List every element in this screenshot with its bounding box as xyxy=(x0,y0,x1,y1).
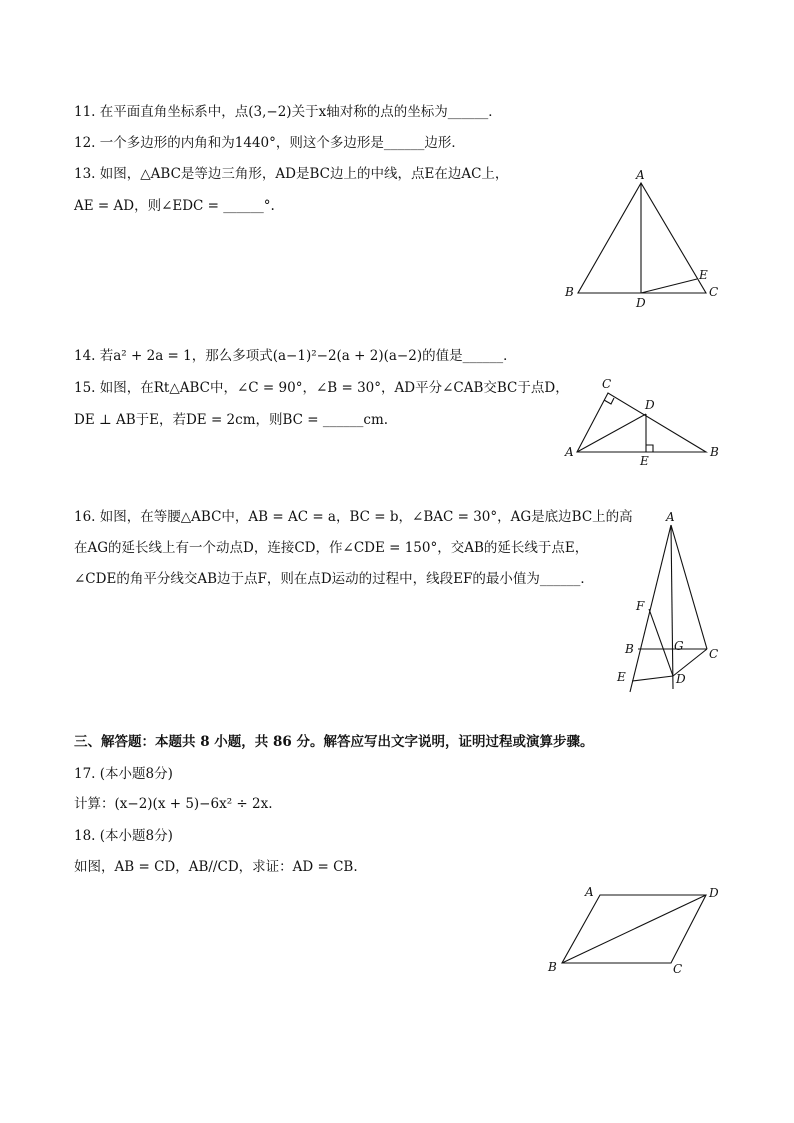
problem-16-line2: 在AG的延长线上有一个动点D，连接CD，作∠CDE = 150°，交AB的延长线于点E， xyxy=(74,540,589,556)
fig16-label-g: G xyxy=(674,639,684,653)
fig13-label-b: B xyxy=(565,285,574,299)
problem-15-line1: 15. 如图，在Rt△ABC中，∠C = 90°，∠B = 30°，AD平分∠CAB交BC于点D， xyxy=(74,380,569,396)
fig18-label-b: B xyxy=(548,960,557,974)
problem-12: 12. 一个多边形的内角和为1440°，则这个多边形是______边形． xyxy=(74,135,465,151)
fig15-label-d: D xyxy=(645,398,655,412)
fig15-label-e: E xyxy=(640,454,649,468)
problem-15-line2: DE ⊥ AB于E，若DE = 2cm，则BC = ______cm. xyxy=(74,412,389,428)
fig16-label-a: A xyxy=(666,510,675,524)
problem-11: 11. 在平面直角坐标系中，点(3,−2)关于x轴对称的点的坐标为______． xyxy=(74,104,502,120)
fig16-label-c: C xyxy=(709,647,719,661)
fig18-label-c: C xyxy=(673,962,683,976)
problem-17-title: 17. (本小题8分) xyxy=(74,766,173,782)
fig13-label-e: E xyxy=(699,268,708,282)
problem-16-line1: 16. 如图，在等腰△ABC中，AB = AC = a，BC = b，∠BAC = 30°，AG是底边BC上的高 xyxy=(74,509,633,525)
problem-13-line2: AE = AD，则∠EDC = ______°. xyxy=(74,198,275,214)
problem-13-line1: 13. 如图，△ABC是等边三角形，AD是BC边上的中线，点E在边AC上， xyxy=(74,166,509,182)
fig16-label-f: F xyxy=(636,599,645,613)
problem-16-line3: ∠CDE的角平分线交AB边于点F，则在点D运动的过程中，线段EF的最小值为______． xyxy=(74,571,594,587)
fig16-label-e: E xyxy=(617,670,626,684)
problem-17-body: 计算：(x−2)(x + 5)−6x² ÷ 2x. xyxy=(74,796,273,812)
problem-18-title: 18. (本小题8分) xyxy=(74,828,173,844)
fig13-label-c: C xyxy=(709,285,719,299)
fig16-label-b: B xyxy=(625,642,634,656)
fig18-label-a: A xyxy=(585,885,594,899)
fig18-label-d: D xyxy=(709,886,719,900)
problem-14: 14. 若a² + 2a = 1，那么多项式(a−1)²−2(a + 2)(a−2)的值是______． xyxy=(74,348,517,364)
problem-18-body: 如图，AB = CD，AB//CD，求证：AD = CB. xyxy=(74,859,358,875)
fig15-label-c: C xyxy=(602,377,612,391)
fig15-label-b: B xyxy=(710,445,719,459)
fig18-diagonal-bd xyxy=(562,895,706,963)
fig13-label-a: A xyxy=(636,168,645,182)
section-3-header: 三、解答题：本题共 8 小题，共 86 分。解答应写出文字说明，证明过程或演算步骤。 xyxy=(74,734,594,750)
fig13-label-d: D xyxy=(636,296,646,310)
fig15-label-a: A xyxy=(565,445,574,459)
fig16-label-d: D xyxy=(676,672,686,686)
